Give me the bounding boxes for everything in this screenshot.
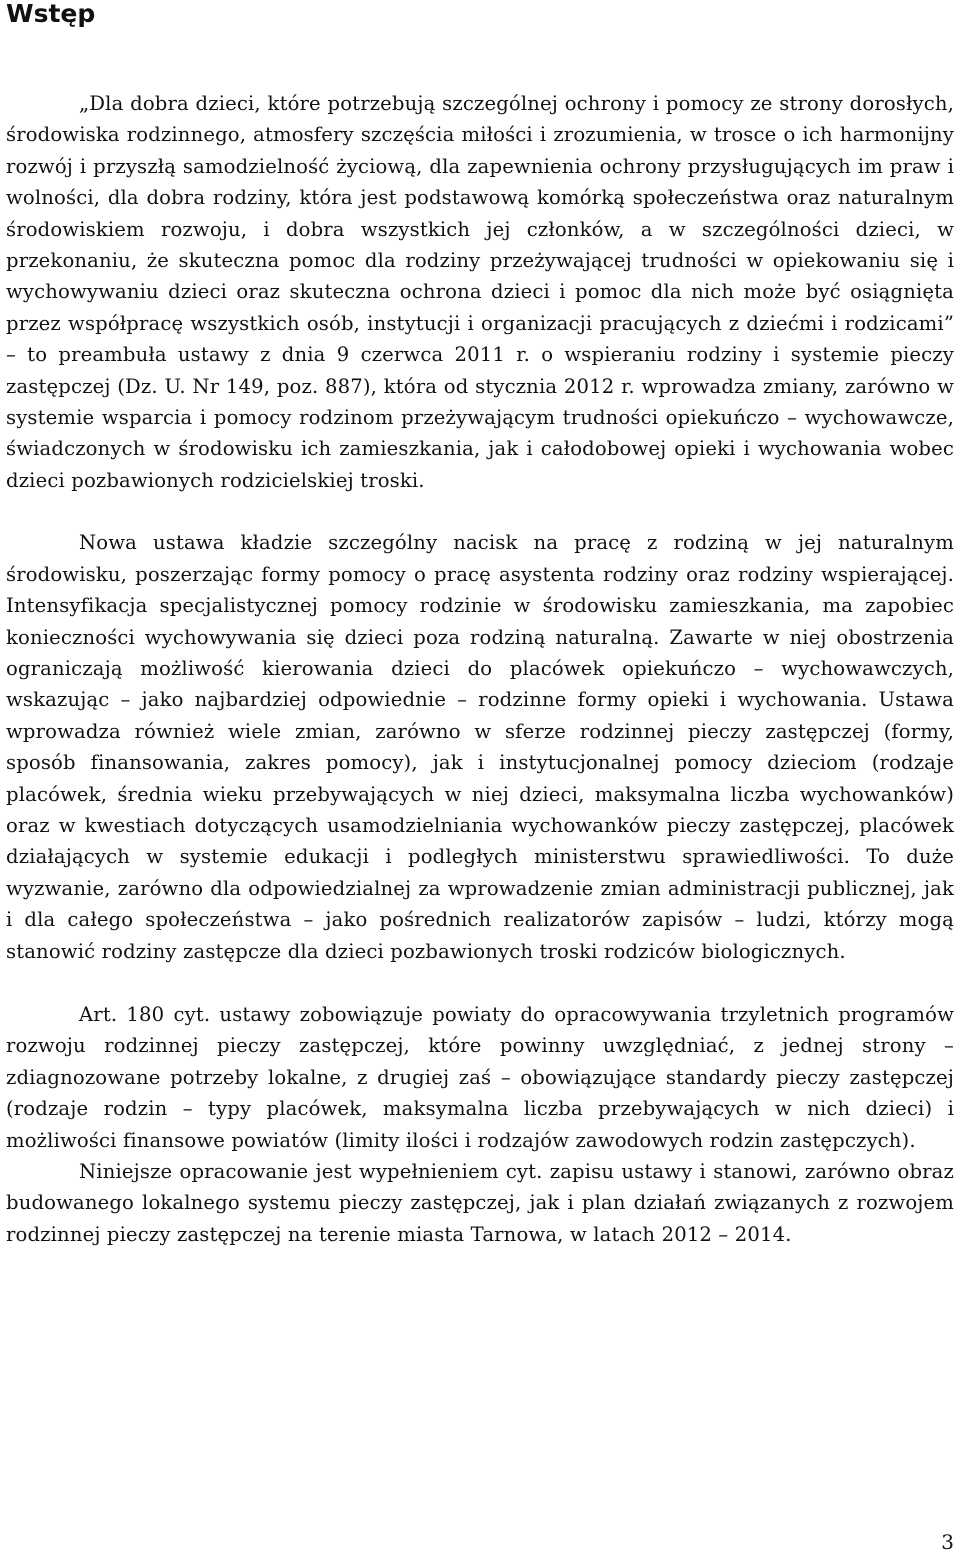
paragraph-article-180: Art. 180 cyt. ustawy zobowiązuje powiaty do opracowywania trzyletnich programów rozwoju rodzinnej pieczy zastępczej, które powinny uwzględniać, z jednej strony – zdiagnozowane potrzeby lokalne, z drugiej zaś – obowiązujące standardy pieczy zastępczej (rodzaje rodzin – typy placówek, maksymalna liczba przebywających w nich dzieci) i możliwości finansowe powiatów (limity ilości i rodzajów zawodowych rodzin zastępczych). xyxy=(6,1002,954,1152)
document-body xyxy=(6,88,954,1250)
paragraph-study-purpose: Niniejsze opracowanie jest wypełnieniem cyt. zapisu ustawy i stanowi, zarówno obraz budowanego lokalnego systemu pieczy zastępczej, jak i plan działań związanych z rozwojem rodzinnej pieczy zastępczej na terenie miasta Tarnowa, w latach 2012 – 2014. xyxy=(6,1160,954,1246)
paragraph-preamble: „Dla dobra dzieci, które potrzebują szczególnej ochrony i pomocy ze strony dorosłych, środowiska rodzinnego, atmosfery szczęścia miłości i zrozumienia, w trosce o ich harmonijny rozwój i przyszłą samodzielność życiową, dla zapewnienia ochrony przysługujących im praw i wolności, dla dobra rodziny, która jest podstawową komórką społeczeństwa oraz naturalnym środowiskiem rozwoju, i dobra wszystkich jej członków, a w szczególności dzieci, w przekonaniu, że skuteczna pomoc dla rodziny przeżywającej trudności w opiekowaniu się i wychowywaniu dzieci oraz skuteczna ochrona dzieci i pomoc dla nich może być osiągnięta przez współpracę wszystkich osób, instytucji i organizacji pracujących z dziećmi i rodzicami” – to preambuła ustawy z dnia 9 czerwca 2011 r. o wspieraniu rodziny i systemie pieczy zastępczej (Dz. U. Nr 149, poz. 887), która od stycznia 2012 r. wprowadza zmiany, zarówno w systemie wsparcia i pomocy rodzinom przeżywającym trudności opiekuńczo – wychowawcze, świadczonych w środowisku ich zamieszkania, jak i całodobowej opieki i wychowania wobec dzieci pozbawionych rodzicielskiej troski. xyxy=(6,92,954,492)
section-heading: Wstęp xyxy=(6,0,96,28)
page-number: 3 xyxy=(941,1530,954,1554)
paragraph-new-law: Nowa ustawa kładzie szczególny nacisk na pracę z rodziną w jej naturalnym środowisku, poszerzając formy pomocy o pracę asystenta rodziny oraz rodziny wspierającej. Intensyfikacja specjalistycznej pomocy rodzinie w środowisku zamieszkania, ma zapobiec konieczności wychowywania się dzieci poza rodziną naturalną. Zawarte w niej obostrzenia ograniczają możliwość kierowania dzieci do placówek opiekuńczo – wychowawczych, wskazując – jako najbardziej odpowiednie – rodzinne formy opieki i wychowania. Ustawa wprowadza również wiele zmian, zarówno w sferze rodzinnej pieczy zastępczej (formy, sposób finansowania, zakres pomocy), jak i instytucjonalnej pomocy dzieciom (rodzaje placówek, średnia wieku przebywających w niej dzieci, maksymalna liczba wychowanków) oraz w kwestiach dotyczących usamodzielniania wychowanków pieczy zastępczej, placówek działających w systemie edukacji i podległych ministerstwu sprawiedliwości. To duże wyzwanie, zarówno dla odpowiedzialnej za wprowadzenie zmian administracji publicznej, jak i dla całego społeczeństwa – jako pośrednich realizatorów zapisów – ludzi, którzy mogą stanowić rodziny zastępcze dla dzieci pozbawionych troski rodziców biologicznych. xyxy=(6,531,954,963)
